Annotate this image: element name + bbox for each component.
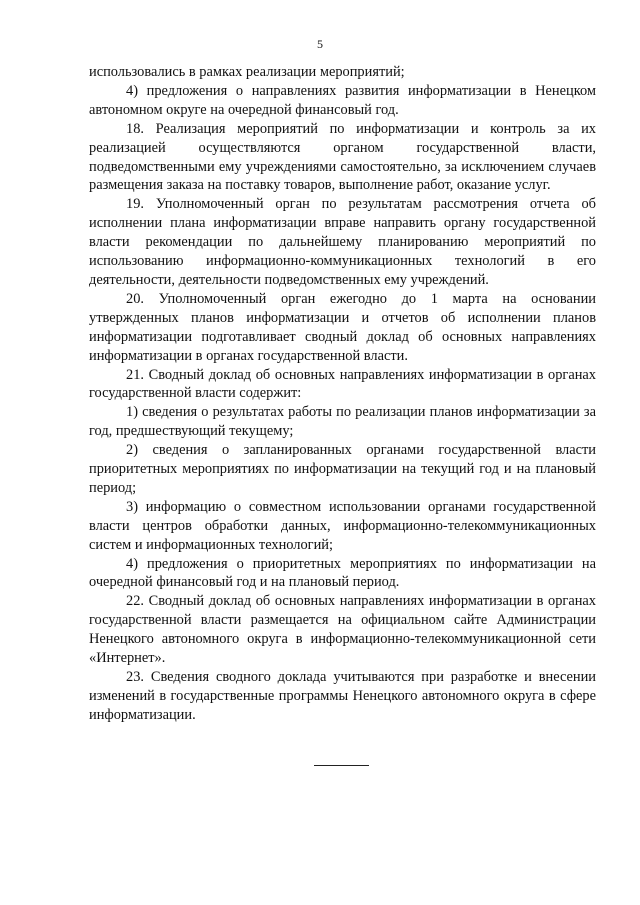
paragraph-19: 19. Уполномоченный орган по результатам рассмотрения отчета об исполнении плана информатизации вправе направить органу государственной власти рекомендации по дальнейшему планированию мероприятий по использованию информационно-коммуникационных технологий в его деятельности, деятельности подведомственных ему учреждений. bbox=[89, 196, 596, 288]
end-of-document-rule bbox=[314, 765, 369, 766]
paragraph-item-4: 4) предложения о направлениях развития информатизации в Ненецком автономном округе на очередной финансовый год. bbox=[89, 82, 596, 118]
paragraph-21-item-3: 3) информацию о совместном использовании органами государственной власти центров обработки данных, информационно-телекоммуникационных систем и информационных технологий; bbox=[89, 498, 596, 553]
paragraph-21-item-2: 2) сведения о запланированных органами государственной власти приоритетных мероприятиях по информатизации на текущий год и на плановый период; bbox=[89, 442, 596, 496]
paragraph-21-item-1: 1) сведения о результатах работы по реализации планов информатизации за год, предшествующий текущему; bbox=[89, 404, 596, 440]
document-body bbox=[89, 63, 596, 725]
paragraph-22: 22. Сводный доклад об основных направлениях информатизации в органах государственной власти размещается на официальном сайте Администрации Ненецкого автономного округа в информационно-телекоммуникационной сети «Интернет». bbox=[89, 593, 596, 667]
paragraph-18: 18. Реализация мероприятий по информатизации и контроль за их реализацией осуществляются органом государственной власти, подведомственными ему учреждениями самостоятельно, за исключением случаев размещения заказа на поставку товаров, выполнение работ, оказание услуг. bbox=[89, 120, 596, 194]
paragraph-continuation: использовались в рамках реализации мероприятий; bbox=[89, 64, 405, 80]
page-number: 5 bbox=[317, 37, 323, 51]
paragraph-21: 21. Сводный доклад об основных направлениях информатизации в органах государственной власти содержит: bbox=[89, 366, 596, 402]
paragraph-20: 20. Уполномоченный орган ежегодно до 1 марта на основании утвержденных планов информатизации и отчетов об исполнении планов информатизации подготавливает сводный доклад об основных направлениях информатизации в органах государственной власти. bbox=[89, 290, 596, 364]
paragraph-21-item-4: 4) предложения о приоритетных мероприятиях по информатизации на очередной финансовый год и на плановый период. bbox=[89, 555, 596, 591]
paragraph-23: 23. Сведения сводного доклада учитываются при разработке и внесении изменений в государственные программы Ненецкого автономного округа в сфере информатизации. bbox=[89, 669, 596, 723]
